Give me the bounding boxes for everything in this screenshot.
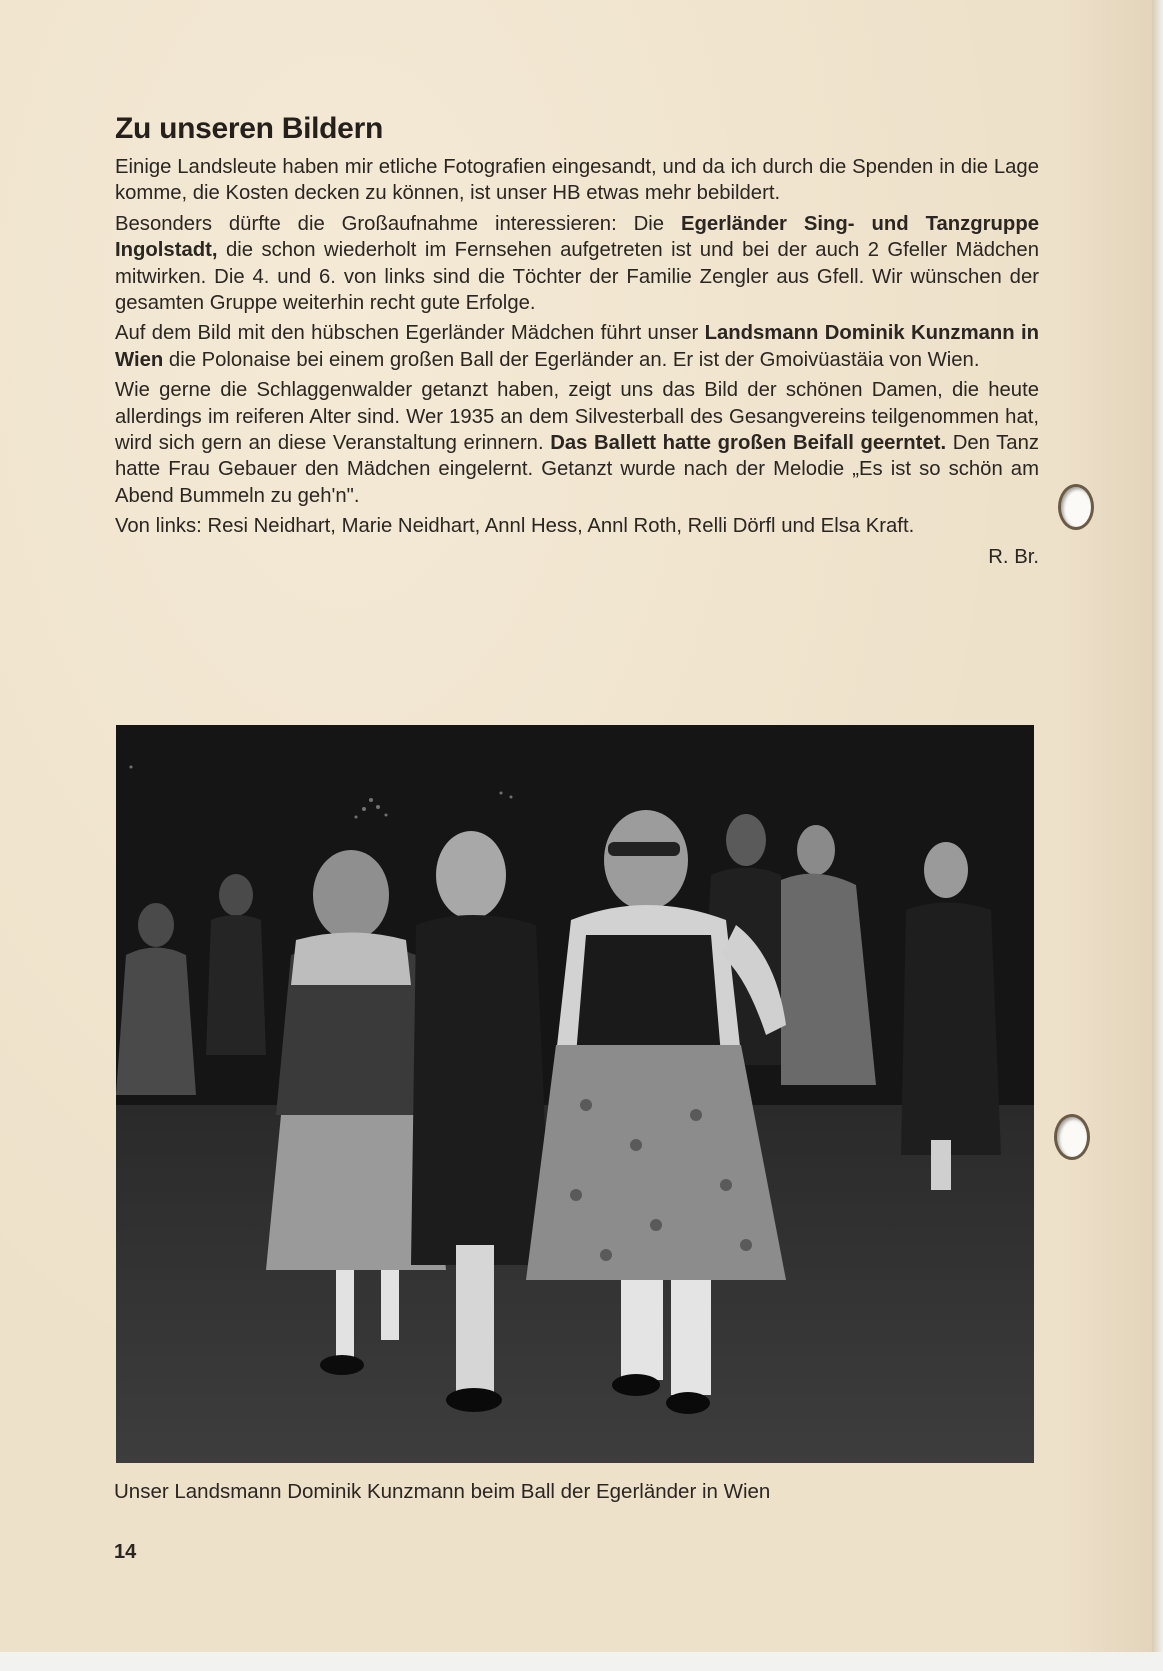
signature-row — [115, 544, 1039, 570]
dance-photo-illustration — [116, 725, 1034, 1463]
paragraph-3-text-c: die Polonaise bei einem großen Ball der Egerländer an. Er ist der Gmoivüastäia von Wien. — [163, 348, 980, 371]
paragraph-2 — [115, 211, 1039, 317]
paragraph-4-text-a: Wie gerne die Schlaggenwalder getanzt haben, zeigt uns das Bild der schönen Damen, die heute allerdings im reiferen Alter sind. Wer 1935 an dem Silvesterball des Gesangvereins teilgenommen hat, wird sich gern an diese Veranstaltung erinnern. — [115, 379, 1039, 455]
article-title: Zu unseren Bildern — [115, 112, 383, 145]
paragraph-5-text: Von links: Resi Neidhart, Marie Neidhart, Annl Hess, Annl Roth, Relli Dörfl und Elsa Kraft. — [115, 515, 915, 538]
paragraph-1-text: Einige Landsleute haben mir etliche Fotografien eingesandt, und da ich durch die Spenden in die Lage komme, die Kosten decken zu können, ist unser HB etwas mehr bebildert. — [115, 156, 1039, 205]
paragraph-2-text-c: die schon wiederholt im Fernsehen aufgetreten ist und bei der auch 2 Gfeller Mädchen mitwirken. Die 4. und 6. von links sind die Töchter der Familie Zengler aus Gfell. Wir wünschen der gesamten Gruppe weiterhin recht gute Erfolge. — [115, 239, 1039, 315]
paragraph-3-bold: Landsmann Dominik Kunzmann in Wien — [115, 322, 1039, 371]
paragraph-5 — [115, 513, 1039, 539]
scan-edge — [1152, 0, 1163, 1652]
punch-hole-top — [1058, 484, 1094, 530]
paragraph-4 — [115, 377, 1039, 509]
paragraph-2-text-a: Besonders dürfte die Großaufnahme interessieren: Die — [115, 212, 681, 235]
paragraph-4-text-c: Den Tanz hatte Frau Gebauer den Mädchen eingelernt. Getanzt wurde nach der Melodie „Es ist so schön am Abend Bummeln zu geh'n". — [115, 432, 1039, 507]
paragraph-4-bold: Das Ballett hatte großen Beifall geerntet. — [550, 432, 947, 455]
photo-caption: Unser Landsmann Dominik Kunzmann beim Ball der Egerländer in Wien — [114, 1480, 771, 1503]
dance-photo — [116, 725, 1034, 1463]
paragraph-3 — [115, 320, 1039, 373]
punch-hole-bottom — [1054, 1114, 1090, 1160]
author-signature: R. Br. — [988, 545, 1039, 568]
paragraph-2-bold: Egerländer Sing- und Tanzgruppe Ingolstadt, — [115, 212, 1039, 262]
article-body — [115, 154, 1039, 570]
paragraph-1 — [115, 154, 1039, 207]
page-number: 14 — [114, 1541, 137, 1563]
paragraph-3-text-a: Auf dem Bild mit den hübschen Egerländer Mädchen führt unser — [115, 322, 705, 345]
